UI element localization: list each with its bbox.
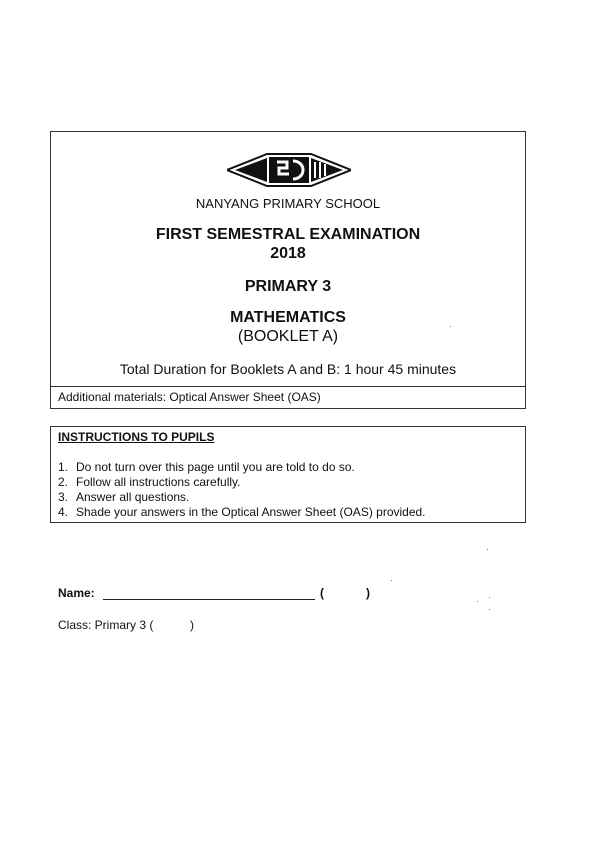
instruction-text: Follow all instructions carefully. xyxy=(76,475,241,489)
scan-speck xyxy=(487,549,488,550)
school-crest-icon xyxy=(227,150,351,190)
duration-text: Total Duration for Booklets A and B: 1 hour 45 minutes xyxy=(119,361,457,377)
level-label: PRIMARY 3 xyxy=(244,278,332,295)
instruction-item xyxy=(58,460,426,475)
instructions-list xyxy=(58,460,426,520)
class-label: Class: Primary 3 ( xyxy=(58,618,154,632)
school-name: NANYANG PRIMARY SCHOOL xyxy=(195,196,381,211)
register-number-open: ( xyxy=(320,586,324,600)
class-field xyxy=(58,618,194,632)
header-divider xyxy=(50,386,526,387)
name-label: Name: xyxy=(58,586,95,600)
instruction-number: 2. xyxy=(58,475,69,489)
scan-speck xyxy=(489,597,490,598)
instruction-item xyxy=(58,490,426,505)
register-number-close: ) xyxy=(366,586,370,600)
exam-year: 2018 xyxy=(270,245,306,262)
instruction-number: 4. xyxy=(58,505,69,519)
scan-speck xyxy=(489,609,490,610)
class-close: ) xyxy=(190,618,195,632)
instruction-number: 3. xyxy=(58,490,69,504)
scan-speck xyxy=(391,580,392,581)
exam-title: FIRST SEMESTRAL EXAMINATION xyxy=(155,226,421,243)
name-input-line[interactable] xyxy=(103,599,315,600)
booklet-label: (BOOKLET A) xyxy=(237,328,339,345)
instructions-title: INSTRUCTIONS TO PUPILS xyxy=(58,430,215,444)
materials-text: Additional materials: Optical Answer Sheet (OAS) xyxy=(58,390,321,404)
subject-label: MATHEMATICS xyxy=(230,309,346,326)
instruction-item xyxy=(58,505,426,520)
instruction-text: Answer all questions. xyxy=(76,490,190,504)
instruction-item xyxy=(58,475,426,490)
instruction-text: Shade your answers in the Optical Answer Sheet (OAS) provided. xyxy=(76,505,426,519)
instruction-text: Do not turn over this page until you are told to do so. xyxy=(76,460,355,474)
scan-speck xyxy=(477,601,478,602)
scan-speck xyxy=(450,326,451,327)
instruction-number: 1. xyxy=(58,460,69,474)
